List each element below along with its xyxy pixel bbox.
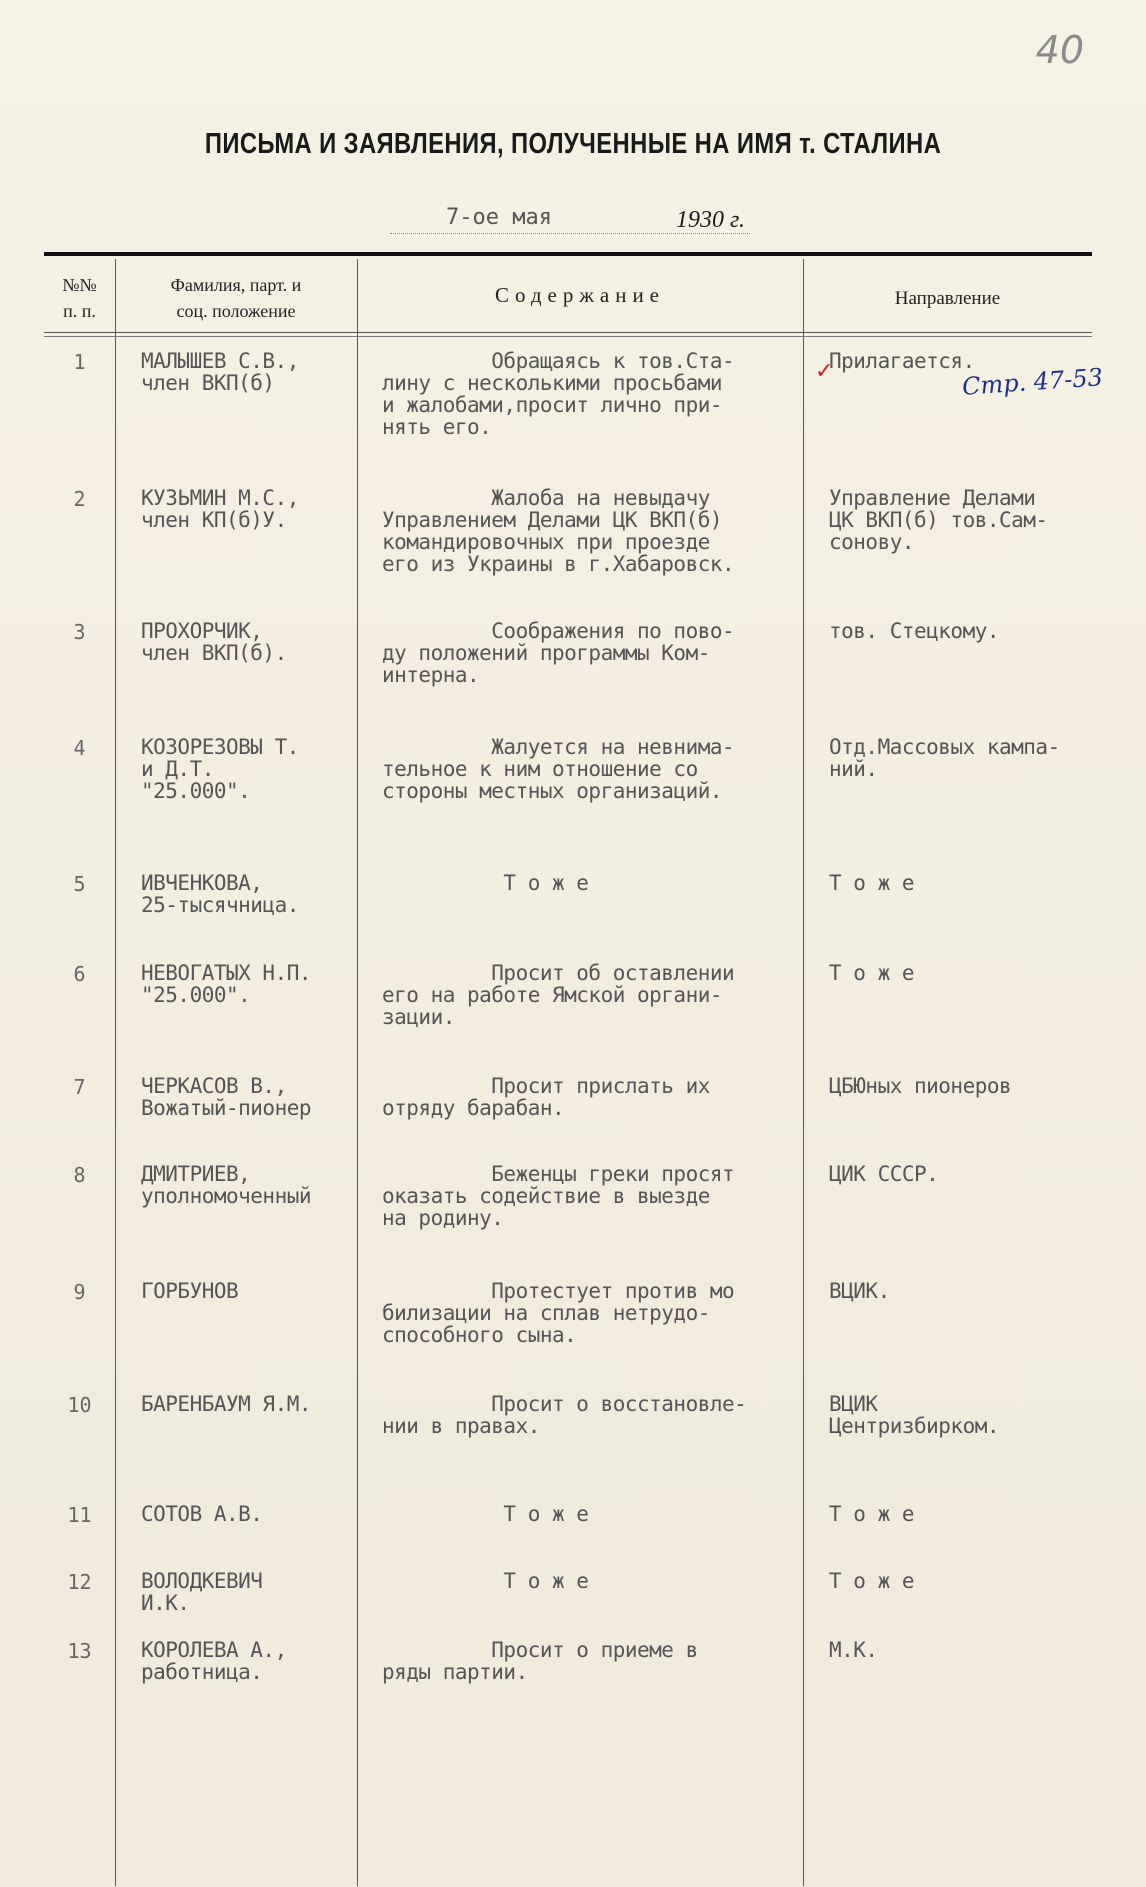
row-direction: тов. Стецкому. [829, 619, 1000, 643]
row-content: Т о ж е [382, 1569, 589, 1593]
row-direction: Т о ж е [829, 1569, 915, 1593]
row-number: 11 [67, 1503, 92, 1527]
row-number: 8 [73, 1163, 86, 1187]
row-number: 12 [67, 1570, 92, 1594]
header-name-line2: соц. положение [176, 301, 296, 321]
row-content: Протестует против мо билизации на сплав нетрудо- способного сына. [382, 1279, 735, 1347]
column-divider [115, 259, 116, 1886]
row-content: Т о ж е [382, 871, 589, 895]
row-number: 9 [73, 1280, 86, 1304]
row-content: Просит о приеме в ряды партии. [382, 1638, 698, 1684]
row-number: 5 [73, 872, 86, 896]
row-direction: Управление Делами ЦК ВКП(б) тов.Сам- сонову. [829, 486, 1048, 554]
header-num-line1: №№ [62, 275, 97, 295]
row-direction: Т о ж е [829, 871, 915, 895]
row-name: ДМИТРИЕВ, уполномоченный [141, 1162, 312, 1208]
row-content: Т о ж е [382, 1502, 589, 1526]
column-divider [803, 259, 804, 1886]
row-name: СОТОВ А.В. [141, 1502, 263, 1526]
header-num [44, 272, 115, 324]
page-number: 40 [1035, 28, 1084, 72]
header-direction: Направление [894, 288, 1001, 309]
row-content: Соображения по пово- ду положений программы Ком- интерна. [382, 619, 735, 687]
row-content: Просит прислать их отряду барабан. [382, 1074, 710, 1120]
row-number: 10 [67, 1393, 92, 1417]
row-direction: ВЦИК. [829, 1279, 890, 1303]
row-direction: Т о ж е [829, 961, 915, 985]
row-name: ГОРБУНОВ [141, 1279, 239, 1303]
row-name: ЧЕРКАСОВ В., Вожатый-пионер [141, 1074, 312, 1120]
row-number: 13 [67, 1639, 92, 1663]
header-name [115, 272, 357, 324]
row-name: КОЗОРЕЗОВЫ Т. и Д.Т. "25.000". [141, 735, 299, 803]
row-number: 2 [73, 487, 86, 511]
date-year: 1930 г. [676, 207, 746, 233]
column-divider [357, 259, 358, 1886]
row-direction: Прилагается. [829, 349, 975, 373]
row-content: Просит о восстановле- нии в правах. [382, 1392, 747, 1438]
row-name: КУЗЬМИН М.С., член КП(б)У. [141, 486, 299, 532]
row-content: Жалоба на невыдачу Управлением Делами ЦК ВКП(б) командировочных при проезде его из Украины в г.Хабаровск. [382, 486, 735, 576]
row-direction: ЦБЮных пионеров [829, 1074, 1012, 1098]
header-rule [44, 336, 1092, 337]
table-top-rule [44, 252, 1092, 256]
row-name: НЕВОГАТЫХ Н.П. "25.000". [141, 961, 312, 1007]
row-number: 7 [73, 1075, 86, 1099]
row-name: ПРОХОРЧИК, член ВКП(б). [141, 619, 287, 665]
row-direction: Отд.Массовых кампа- ний. [829, 735, 1060, 781]
row-name: БАРЕНБАУМ Я.М. [141, 1392, 312, 1416]
header-content: Содержание [494, 283, 666, 307]
row-content: Просит об оставлении его на работе Ямской органи- зации. [382, 961, 735, 1029]
row-name: КОРОЛЕВА А., работница. [141, 1638, 287, 1684]
row-name: ВОЛОДКЕВИЧ И.К. [141, 1569, 263, 1615]
date-day: 7-ое мая [446, 205, 552, 230]
row-direction: М.К. [829, 1638, 878, 1662]
row-direction: ВЦИК Центризбирком. [829, 1392, 1000, 1438]
row-number: 4 [73, 736, 86, 760]
row-name: МАЛЫШЕВ С.В., член ВКП(б) [141, 349, 299, 395]
page-title: ПИСЬМА И ЗАЯВЛЕНИЯ, ПОЛУЧЕННЫЕ НА ИМЯ т. СТАЛИНА [204, 128, 942, 160]
row-content: Жалуется на невнима- тельное к ним отношение со стороны местных организаций. [382, 735, 735, 803]
row-number: 6 [73, 962, 86, 986]
row-direction: ЦИК СССР. [829, 1162, 939, 1186]
header-num-line2: п. п. [63, 301, 96, 321]
header-rule [44, 332, 1092, 333]
row-name: ИВЧЕНКОВА, 25-тысячница. [141, 871, 299, 917]
handwritten-annotation: Стр. 47-53 [961, 363, 1104, 401]
row-direction: Т о ж е [829, 1502, 915, 1526]
row-content: Беженцы греки просят оказать содействие в выезде на родину. [382, 1162, 735, 1230]
header-name-line1: Фамилия, парт. и [170, 275, 302, 295]
row-number: 1 [73, 350, 86, 374]
row-number: 3 [73, 620, 86, 644]
row-content: Обращаясь к тов.Ста- лину с несколькими просьбами и жалобами,просит лично при- нять его. [382, 349, 735, 439]
check-mark-icon: ✓ [815, 358, 834, 383]
